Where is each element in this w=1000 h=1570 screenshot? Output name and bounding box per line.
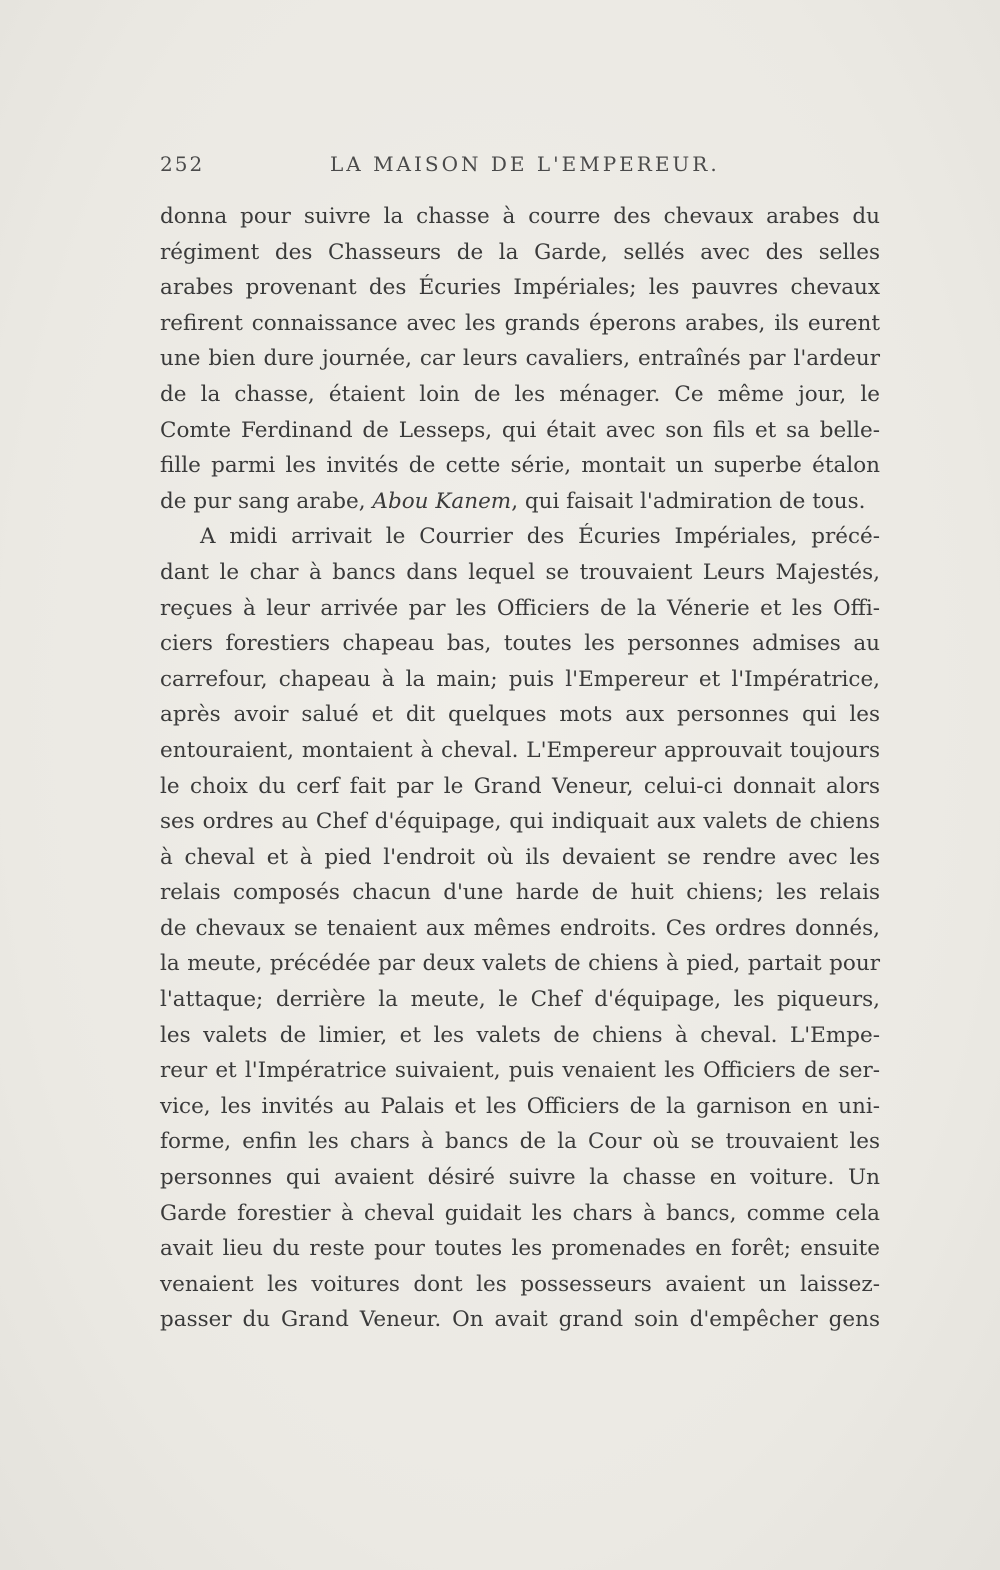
text-line: après avoir salué et dit quelques mots aux personnes qui les [160, 702, 880, 728]
text-line: arabes provenant des Écuries Impériales; les pauvres chevaux [160, 275, 880, 301]
text-line: refirent connaissance avec les grands éperons arabes, ils eurent [160, 310, 880, 336]
text-line: forme, enfin les chars à bancs de la Cour où se trouvaient les [160, 1129, 880, 1155]
running-head [160, 152, 880, 186]
text-line: donna pour suivre la chasse à courre des chevaux arabes du [160, 204, 880, 229]
text-line: régiment des Chasseurs de la Garde, sellés avec des selles [160, 239, 880, 265]
text-line: ses ordres au Chef d'équipage, qui indiquait aux valets de chiens [160, 809, 880, 835]
text-segment: de pur sang arabe, [160, 488, 373, 514]
text-line: l'attaque; derrière la meute, le Chef d'équipage, les piqueurs, [160, 987, 880, 1013]
text-line: Garde forestier à cheval guidait les chars à bancs, comme cela [160, 1200, 880, 1226]
text-line: Comte Ferdinand de Lesseps, qui était avec son fils et sa belle- [160, 417, 880, 443]
text-line: personnes qui avaient désiré suivre la chasse en voiture. Un [160, 1165, 880, 1191]
page-number: 252 [160, 152, 205, 176]
text-line: ciers forestiers chapeau bas, toutes les personnes admises au [160, 631, 880, 657]
text-line: reur et l'Impératrice suivaient, puis venaient les Officiers de ser- [160, 1058, 880, 1084]
text-line: avait lieu du reste pour toutes les promenades en forêt; ensuite [160, 1236, 880, 1262]
text-line: le choix du cerf fait par le Grand Veneur, celui-ci donnait alors [160, 773, 880, 799]
text-line: entouraient, montaient à cheval. L'Empereur approuvait toujours [160, 737, 880, 763]
text-line: reçues à leur arrivée par les Officiers de la Vénerie et les Offi- [160, 595, 880, 621]
text-line: de chevaux se tenaient aux mêmes endroits. Ces ordres donnés, [160, 915, 880, 941]
running-title: LA MAISON DE L'EMPEREUR. [330, 152, 720, 176]
text-line: relais composés chacun d'une harde de huit chiens; les relais [160, 880, 880, 906]
text-line: la meute, précédée par deux valets de chiens à pied, partait pour [160, 951, 880, 977]
text-line: à cheval et à pied l'endroit où ils devaient se rendre avec les [160, 844, 880, 870]
text-line: fille parmi les invités de cette série, montait un superbe étalon [160, 453, 880, 479]
text-line: vice, les invités au Palais et les Officiers de la garnison en uni- [160, 1093, 880, 1119]
horse-name-italic: Abou Kanem [372, 488, 512, 514]
text-line: venaient les voitures dont les possesseurs avaient un laissez- [160, 1271, 880, 1297]
text-segment: , qui faisait l'admiration de tous. [511, 488, 866, 514]
text-line: une bien dure journée, car leurs cavaliers, entraînés par l'ardeur [160, 346, 880, 372]
text-line: carrefour, chapeau à la main; puis l'Empereur et l'Impératrice, [160, 666, 880, 692]
text-line: de la chasse, étaient loin de les ménager. Ce même jour, le [160, 381, 880, 407]
text-line: les valets de limier, et les valets de chiens à cheval. L'Empe- [160, 1022, 880, 1048]
body-text [160, 199, 880, 1338]
text-line: dant le char à bancs dans lequel se trouvaient Leurs Majestés, [160, 559, 880, 585]
text-line-paragraph-start: A midi arrivait le Courrier des Écuries Impériales, précé- [200, 524, 880, 550]
text-line: passer du Grand Veneur. On avait grand soin d'empêcher gens [160, 1307, 880, 1333]
text-line-paragraph-end [160, 484, 880, 520]
